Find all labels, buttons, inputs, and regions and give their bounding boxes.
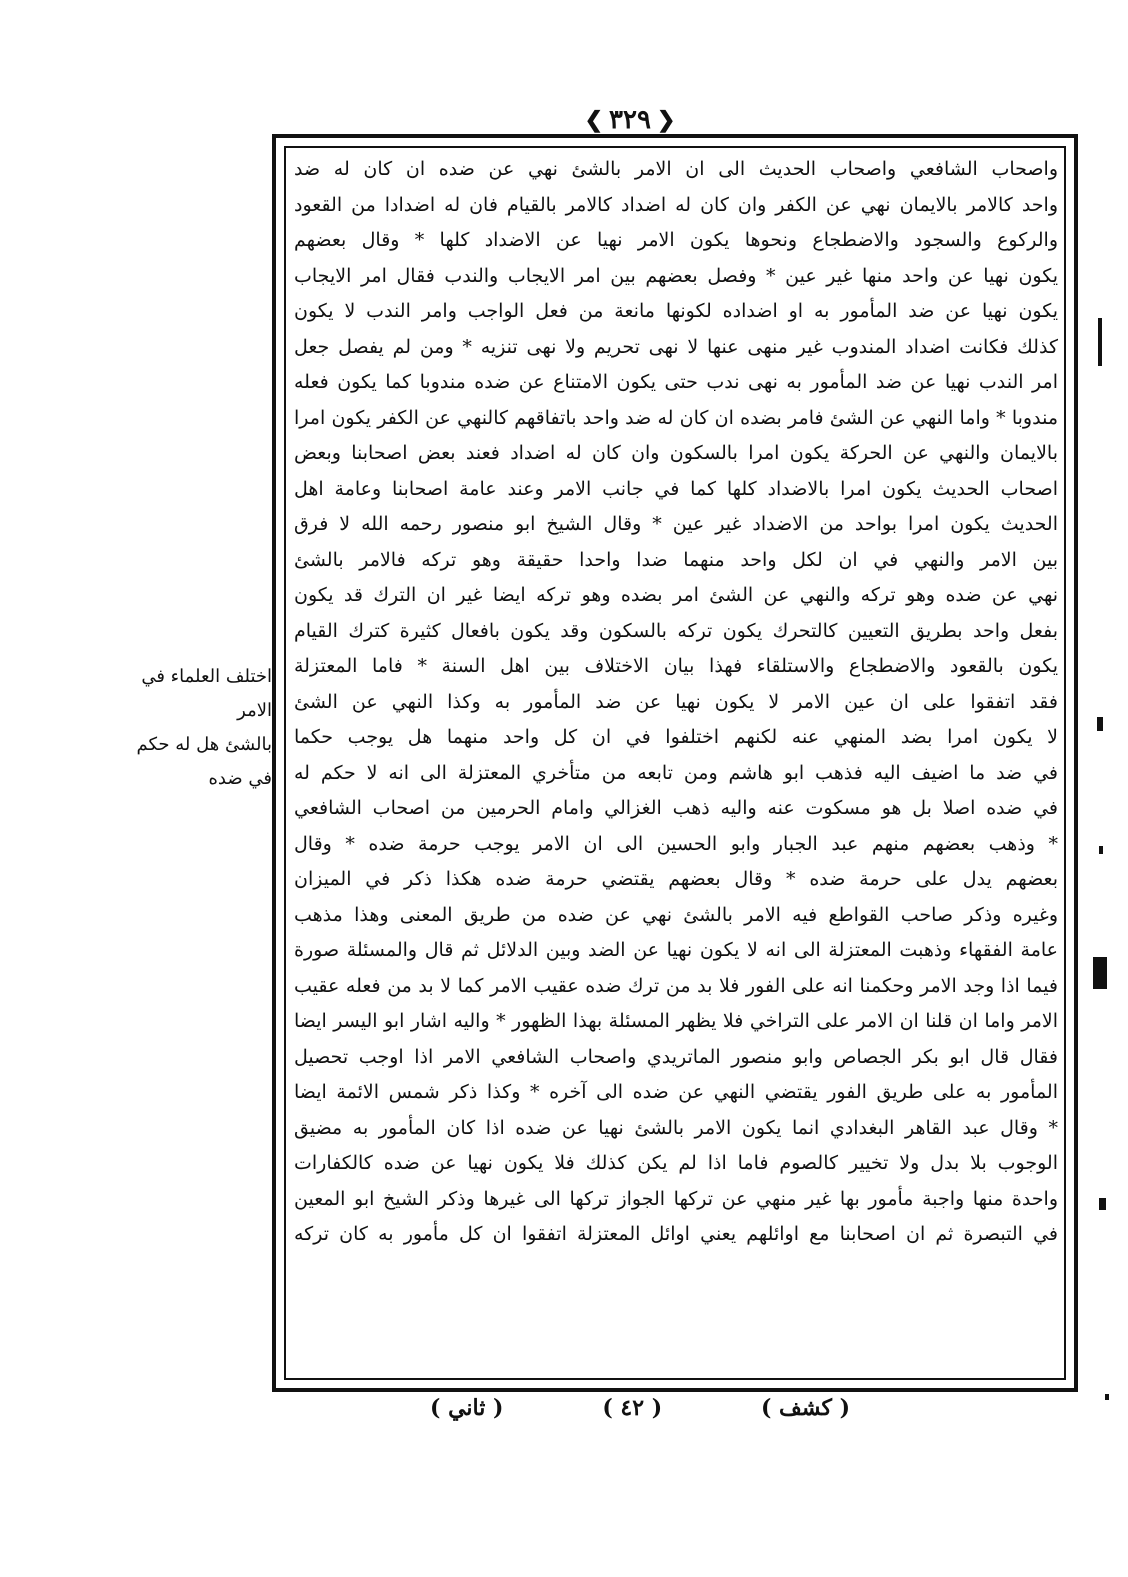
text-line: في ضد ما اضيف اليه فذهب ابو هاشم ومن تابعه من متأخري المعتزلة الى انه لا حكم له: [294, 761, 1058, 784]
text-line: في التبصرة ثم ان اصحابنا مع اوائلهم يعني اوائل المعتزلة اتفقوا ان كل مأمور به كان تركه: [294, 1223, 1058, 1245]
text-line: فقال قال ابو بكر الجصاص وابو منصور الماتريدي واصحاب الشافعي الامر اذا اوجب تحصيل: [294, 1045, 1058, 1068]
scan-mark: [1093, 957, 1107, 989]
text-line: الحديث يكون امرا بواحد من الاضداد غير عين * وقال الشيخ ابو منصور رحمه الله لا فرق: [294, 513, 1058, 535]
scan-mark: [1099, 1198, 1106, 1210]
text-line: اصحاب الحديث يكون امرا بالاضداد كلها كما في جانب الامر وعند عامة اصحابنا وعامة اهل: [294, 477, 1058, 500]
main-text-body: [294, 152, 1058, 1376]
ornament-left-icon: ❮: [584, 107, 604, 133]
text-line: فقد اتفقوا على ان عين الامر لا يكون نهيا عن ضد المأمور به وكذا النهي عن الشئ: [294, 690, 1058, 713]
text-line: بين الامر والنهي في ان لكل واحد منهما ضدا واحدا حقيقة وهو تركه فالامر بالشئ: [294, 548, 1058, 571]
text-line: فيما اذا وجد الامر وحكمنا انه على الفور فلا بد من ترك ضده عقيب الامر كما لا بد من فعله عقيب: [294, 974, 1058, 997]
text-line: نهي عن ضده وهو تركه والنهي عن الشئ امر بضده وهو تركه ايضا غير ان الترك قد يكون: [294, 584, 1058, 606]
margin-note: [112, 660, 272, 796]
footer-signature: [430, 1388, 850, 1428]
text-line: يكون بالقعود والاضطجاع والاستلقاء فهذا بيان الاختلاف بين اهل السنة * فاما المعتزلة: [294, 655, 1058, 677]
text-line: واصحاب الشافعي واصحاب الحديث الى ان الامر بالشئ نهي عن ضده ان كان له ضد: [294, 158, 1058, 180]
text-line: * وذهب بعضهم منهم عبد الجبار وابو الحسين الى ان الامر يوجب حرمة ضده * وقال: [294, 832, 1058, 855]
footer-book-label: ( كشف ): [760, 1395, 850, 1421]
text-line: بالايمان والنهي عن الحركة يكون امرا بالسكون وان كان له اضداد فعند بعض اصحابنا وبعض: [294, 442, 1058, 464]
text-line: المأمور به على طريق الفور يقتضي النهي عن ضده الى آخره * وكذا ذكر شمس الائمة ايضا: [294, 1081, 1058, 1103]
text-line: بعضهم يدل على حرمة ضده * وقال بعضهم يقتضي حرمة ضده هكذا ذكر في الميزان: [294, 868, 1058, 890]
page-number-text: ٣٢٩: [609, 105, 651, 135]
page-number: [575, 102, 685, 138]
text-line: بفعل واحد بطريق التعيين كالتحرك يكون تركه بالسكون وقد يكون بافعال كثيرة كترك القيام: [294, 619, 1058, 642]
margin-note-line: اختلف العلماء في الامر: [141, 666, 272, 721]
text-line: الامر واما ان قلنا ان الامر على التراخي فلا يظهر المسئلة بهذا الظهور * واليه اشار ابو اليسر ايضا: [294, 1010, 1058, 1032]
text-line: في ضده اصلا بل هو مسكوت عنه واليه ذهب الغزالي وامام الحرمين من اصحاب الشافعي: [294, 797, 1058, 819]
text-line: يكون نهيا عن واحد منها غير عين * وفصل بعضهم بين امر الايجاب والندب فقال امر الايجاب: [294, 264, 1058, 287]
text-line: امر الندب نهيا عن ضد المأمور به نهى ندب حتى يكون الامتناع عن ضده مندوبا كما يكون فعله: [294, 371, 1058, 393]
scan-mark: [1098, 318, 1102, 366]
text-line: كذلك فكانت اضداد المندوب غير منهى عنها لا نهى تحريم ولا نهى تنزيه * ومن لم يفصل جعل: [294, 335, 1058, 358]
text-line: الوجوب بلا بدل ولا تخيير كالصوم فاما اذا لم يكن كذلك فلا يكون نهيا عن ضده كالكفارات: [294, 1152, 1058, 1174]
text-line: وغيره وذكر صاحب القواطع فيه الامر بالشئ نهي عن ضده من طريق المعنى وهذا مذهب: [294, 903, 1058, 926]
text-line: عامة الفقهاء وذهبت المعتزلة الى انه لا يكون نهيا عن الضد وبين الدلائل ثم قال والمسئلة صورة: [294, 939, 1058, 961]
text-line: مندوبا * واما النهي عن الشئ فامر بضده ان كان له ضد واحد باتفاقهم كالنهي عن الكفر يكون امرا: [294, 406, 1058, 429]
text-line: يكون نهيا عن ضد المأمور به او اضداده لكونها مانعة من فعل الواجب وامر الندب لا يكون: [294, 300, 1058, 322]
margin-note-line: في ضده: [208, 768, 272, 789]
ornament-right-icon: ❯: [656, 107, 676, 133]
scan-mark: [1099, 846, 1103, 854]
margin-note-line: بالشئ هل له حكم: [136, 734, 272, 755]
text-line: * وقال عبد القاهر البغدادي انما يكون الامر بالشئ نهيا عن ضده اذا كان المأمور به مضيق: [294, 1116, 1058, 1139]
footer-volume-label: ( ثاني ): [430, 1395, 504, 1421]
text-line: واحد كالامر بالايمان نهي عن الكفر وان كان له اضداد كالامر بالقيام فان له اضدادا من القعود: [294, 193, 1058, 216]
scan-mark: [1097, 717, 1103, 731]
scan-mark: [1105, 1394, 1109, 1400]
text-line: واحدة منها واجبة مأمور بها غير منهي عن تركها الجواز تركها الى غيرها وذكر الشيخ ابو المعين: [294, 1187, 1058, 1210]
text-line: والركوع والسجود والاضطجاع ونحوها يكون الامر نهيا عن الاضداد كلها * وقال بعضهم: [294, 229, 1058, 251]
footer-signature-number: ( ٤٢ ): [602, 1395, 663, 1421]
text-line: لا يكون امرا بضد المنهي عنه لكنهم اختلفوا في ان كل واحد منهما هل يوجب حكما: [294, 726, 1058, 748]
